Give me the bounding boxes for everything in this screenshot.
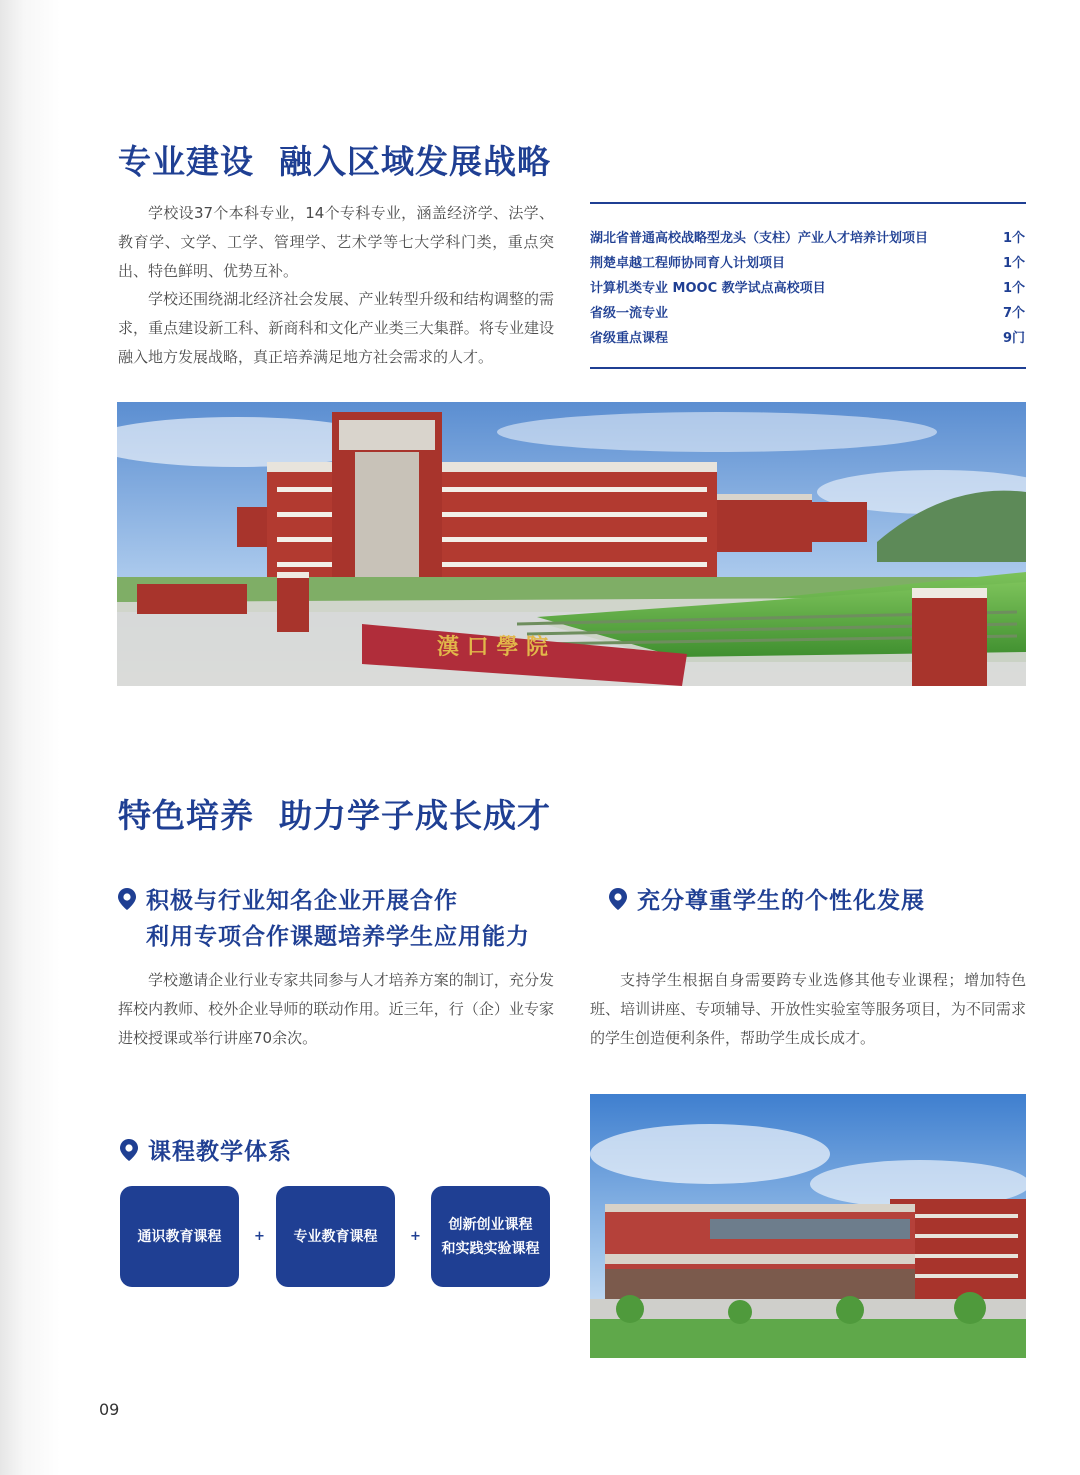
section-title-major-construction: 专业建设 融入区域发展战略 [118, 142, 551, 181]
stats-value: 1个 [1002, 256, 1025, 271]
location-pin-icon [120, 1139, 138, 1161]
stats-label: 荆楚卓越工程师协同育人计划项目 [590, 256, 786, 271]
gate-sign-text: 漢 口 學 院 [437, 634, 548, 660]
campus-gate-photo [117, 402, 1026, 686]
industry-cooperation-paragraph: 学校邀请企业行业专家共同参与人才培养方案的制订，充分发挥校内教师、校外企业导师的联动作用。近三年，行（企）业专家进校授课或举行讲座70余次。 [118, 971, 554, 1047]
subheading-text: 课程教学体系 [148, 1139, 292, 1165]
general-education-course-box [120, 1186, 239, 1287]
stats-row [590, 324, 1026, 349]
stats-row [590, 249, 1026, 274]
stats-label: 省级重点课程 [590, 331, 669, 346]
subheading-line-1: 积极与行业知名企业开展合作 [146, 888, 458, 914]
stats-row [590, 224, 1026, 249]
stats-value: 1个 [1002, 231, 1025, 246]
course-box-label: 专业教育课程 [293, 1228, 378, 1245]
plus-sign: + [254, 1229, 265, 1244]
course-box-label-line-2: 和实践实验课程 [441, 1240, 540, 1257]
major-intro-paragraph-1: 学校设37个本科专业，14个专科专业，涵盖经济学、法学、教育学、文学、工学、管理学、艺术学等七大学科门类，重点突出、特色鲜明、优势互补。 [118, 204, 554, 280]
professional-education-course-box [276, 1186, 395, 1287]
stats-label: 省级一流专业 [590, 306, 669, 321]
major-intro-paragraph-2: 学校还围绕湖北经济社会发展、产业转型升级和结构调整的需求，重点建设新工科、新商科和文化产业类三大集群。将专业建设融入地方发展战略，真正培养满足地方社会需求的人才。 [118, 290, 554, 366]
innovation-practice-course-box [431, 1186, 550, 1287]
subheading-text: 充分尊重学生的个性化发展 [637, 888, 925, 914]
subheading-individual-development [609, 883, 925, 919]
stats-label: 湖北省普通高校战略型龙头（支柱）产业人才培养计划项目 [590, 231, 929, 246]
stats-value: 7个 [1002, 306, 1025, 321]
course-box-label: 通识教育课程 [137, 1228, 222, 1245]
subheading-line-2: 利用专项合作课题培养学生应用能力 [146, 924, 530, 950]
stats-table [590, 202, 1026, 369]
subheading-curriculum-system [120, 1134, 292, 1170]
course-box-label-line-1: 创新创业课程 [448, 1216, 533, 1233]
location-pin-icon [118, 888, 136, 910]
stats-row [590, 299, 1026, 324]
stats-value: 9门 [1002, 331, 1025, 346]
page-number: 09 [99, 1400, 120, 1419]
stats-value: 1个 [1002, 281, 1025, 296]
stats-row [590, 274, 1026, 299]
individual-development-paragraph: 支持学生根据自身需要跨专业选修其他专业课程；增加特色班、培训讲座、专项辅导、开放性实验室等服务项目，为不同需求的学生创造便利条件，帮助学生成长成才。 [590, 971, 1026, 1047]
page-gutter-shadow [0, 0, 60, 1475]
section-title-featured-training: 特色培养 助力学子成长成才 [118, 796, 551, 835]
location-pin-icon [609, 888, 627, 910]
stats-label: 计算机类专业 MOOC 教学试点高校项目 [590, 281, 826, 296]
subheading-industry-cooperation [118, 883, 530, 955]
campus-building-photo [590, 1094, 1026, 1358]
plus-sign: + [410, 1229, 421, 1244]
